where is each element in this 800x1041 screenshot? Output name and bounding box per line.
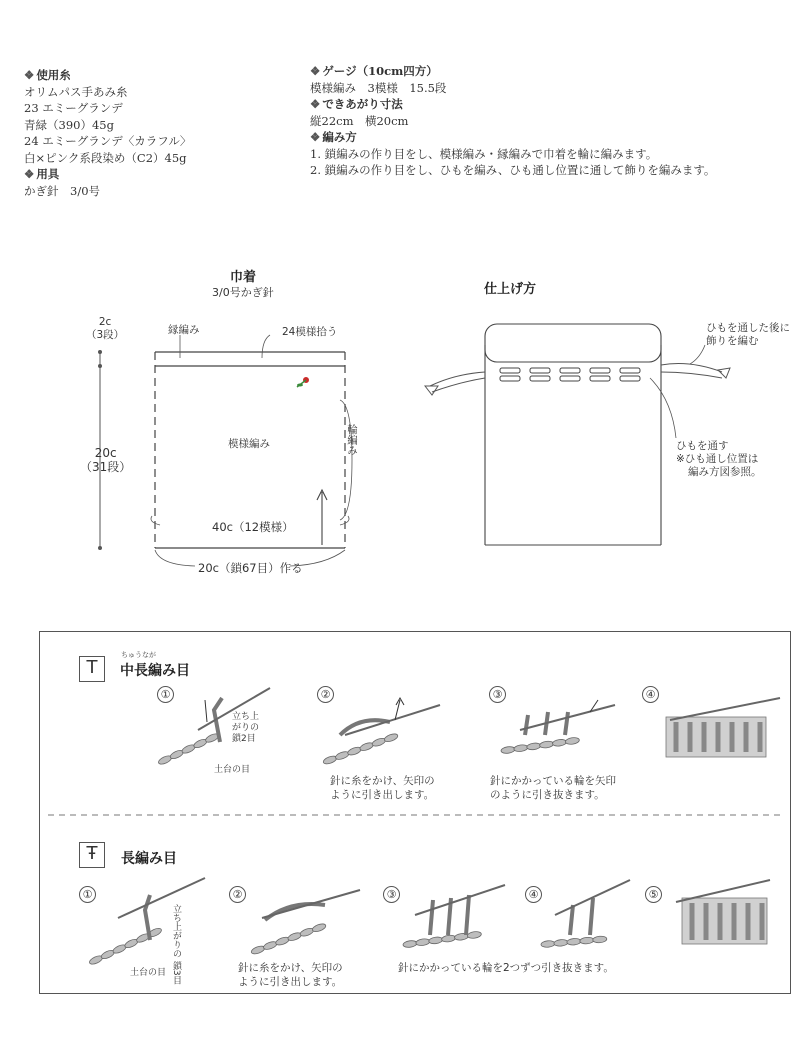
gauge-line: 模様編み 3模様 15.5段 — [310, 80, 447, 95]
chain-label: 20c（鎖67目）作る — [198, 561, 303, 575]
cord-note-line: ひもを通す — [676, 440, 729, 452]
method-step: 1. 鎖編みの作り目をし、模様編み・縁編みで巾着を輪に編みます。 — [310, 146, 658, 161]
hdc-caption-line: 針に糸をかけ、矢印の — [330, 775, 435, 787]
top-dim-rows: （3段） — [86, 329, 125, 341]
dc-caption-line: 針に糸をかけ、矢印の — [238, 962, 343, 974]
diamond-bullet-icon: ❖ — [310, 97, 321, 111]
hdc-step-number: ③ — [489, 686, 506, 703]
dc-caption-3: 針にかかっている輪を2つずつ引き抜きます。 — [398, 962, 614, 974]
yarn-line: 青緑（390）45g — [24, 117, 114, 132]
dc-step4-illustration — [541, 880, 630, 948]
dc-step-number: ② — [229, 886, 246, 903]
ring-label: 輪編み — [346, 424, 358, 456]
hdc-ruby: ちゅうなが — [121, 651, 156, 659]
hdc-caption-line: 針にかかっている輪を矢印 — [490, 775, 616, 787]
dc-step-number: ① — [79, 886, 96, 903]
hdc-step3-illustration — [501, 700, 615, 754]
dc-step-number: ⑤ — [645, 886, 662, 903]
yarn-line: 24 エミーグランデ〈カラフル〉 — [24, 134, 192, 148]
diamond-bullet-icon: ❖ — [310, 64, 321, 78]
dc-turning-line: 鎖3目 — [171, 960, 181, 985]
hdc-caption-line: ように引き出します。 — [330, 789, 435, 801]
dc-step3-illustration — [403, 885, 505, 948]
top-dim-value: 2c — [98, 316, 112, 328]
dc-step1-illustration — [88, 878, 205, 966]
diamond-bullet-icon: ❖ — [24, 167, 35, 181]
edge-label: 縁編み — [168, 324, 200, 336]
hdc-base-label: 土台の目 — [214, 765, 251, 775]
diamond-bullet-icon: ❖ — [24, 68, 35, 82]
diamond-bullet-icon: ❖ — [310, 130, 321, 144]
side-dim-rows: （31段） — [80, 460, 132, 474]
pouch-hook: 3/0号かぎ針 — [212, 286, 274, 299]
tools-heading: ❖ 用具 — [24, 167, 60, 181]
dc-symbol-icon: Ŧ — [79, 842, 105, 868]
hdc-turning-line: 立ち上 — [232, 712, 260, 722]
size-heading: ❖ できあがり寸法 — [310, 97, 403, 111]
hdc-step-number: ① — [157, 686, 174, 703]
hdc-symbol-icon: T — [79, 656, 105, 682]
dc-turning-chain-label — [170, 904, 181, 985]
pouch-title: 巾着 — [230, 270, 257, 285]
gauge-heading: ❖ ゲージ（10cm四方） — [310, 64, 438, 78]
width-label: 40c（12模様） — [212, 520, 294, 534]
dc-caption-line: ように引き出します。 — [238, 976, 343, 988]
body-label: 模様編み — [228, 438, 270, 450]
hdc-step-number: ② — [317, 686, 334, 703]
hdc-turning-chain-label — [232, 712, 259, 745]
finish-title: 仕上げ方 — [484, 282, 537, 297]
dc-title: 長編み目 — [121, 851, 177, 867]
yarn-line: オリムパス手あみ糸 — [24, 84, 128, 99]
cord-note-line: 編み方図参照。 — [688, 466, 762, 478]
hdc-title: 中長編み目 — [120, 663, 190, 679]
dc-base-label: 土台の目 — [130, 968, 167, 978]
hdc-caption-2 — [330, 774, 435, 802]
hdc-turning-line: 鎖2目 — [232, 734, 256, 744]
dc-step2-illustration — [250, 890, 360, 955]
yarn-line: 23 エミーグランデ — [24, 101, 123, 115]
dc-step-number: ③ — [383, 886, 400, 903]
tools-line: かぎ針 3/0号 — [24, 183, 101, 198]
decor-note-line: ひもを通した後に — [706, 322, 790, 334]
dc-caption-2 — [238, 961, 343, 989]
hdc-caption-3 — [490, 774, 616, 802]
hdc-turning-line: がりの — [232, 723, 260, 733]
method-heading: ❖ 編み方 — [310, 130, 357, 144]
yarn-line: 白×ピンク系段染め（C2）45g — [24, 150, 187, 165]
yarn-heading: ❖ 使用糸 — [24, 68, 71, 82]
side-dim-value: 20c — [94, 446, 117, 460]
dc-turning-line: 立ち上がりの — [171, 904, 181, 958]
hdc-step2-illustration — [322, 698, 440, 765]
cord-note-line: ※ひも通し位置は — [676, 453, 759, 465]
dc-step-number: ④ — [525, 886, 542, 903]
dc-step5-illustration — [676, 880, 770, 944]
hdc-step4-illustration — [666, 698, 780, 757]
pick-label: 24模様拾う — [282, 326, 338, 338]
hdc-step-number: ④ — [642, 686, 659, 703]
method-step: 2. 鎖編みの作り目をし、ひもを編み、ひも通し位置に通して飾りを編みます。 — [310, 163, 716, 177]
hdc-caption-line: のように引き抜きます。 — [490, 789, 605, 801]
decor-note-line: 飾りを編む — [706, 335, 759, 347]
size-line: 縦22cm 横20cm — [310, 113, 409, 128]
